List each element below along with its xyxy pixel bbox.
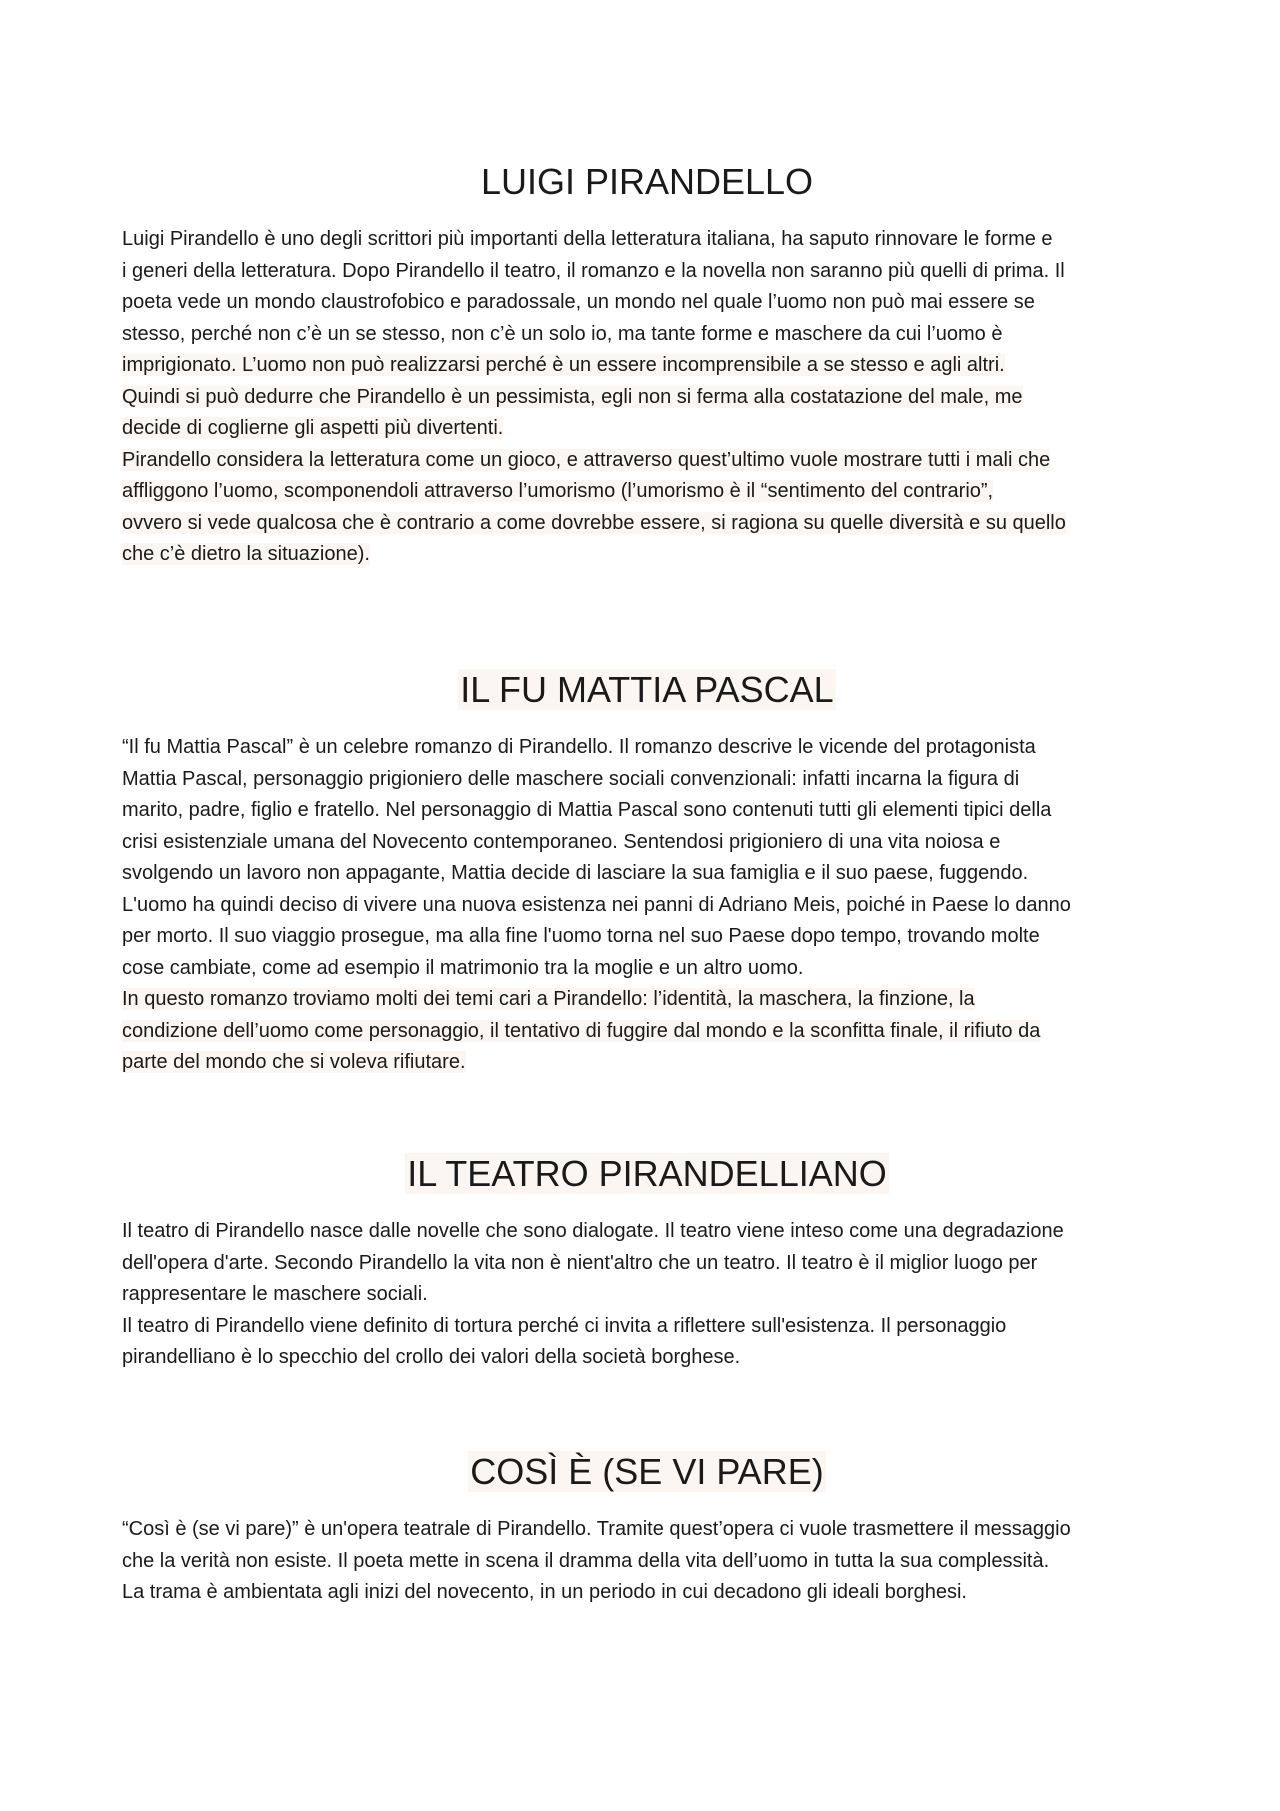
paragraph-line-text: che la verità non esiste. Il poeta mette in scena il dramma della vita dell’uomo in tutta la sua complessità.	[122, 1549, 1050, 1572]
paragraph-line	[122, 1514, 1172, 1546]
paragraph-line-text: “Il fu Mattia Pascal” è un celebre romanzo di Pirandello. Il romanzo descrive le vicende del protagonista	[122, 736, 1036, 758]
paragraph-line-text: Luigi Pirandello è uno degli scrittori più importanti della letteratura italiana, ha saputo rinnovare le forme e	[122, 228, 1053, 250]
paragraph-line-text: Quindi si può dedurre che Pirandello è un pessimista, egli non si ferma alla costatazione del male, me	[122, 385, 1023, 408]
paragraph-line-text: i generi della letteratura. Dopo Pirandello il teatro, il romanzo e la novella non saranno più quelli di prima. Il	[122, 259, 1065, 282]
paragraph-line-text: poeta vede un mondo claustrofobico e paradossale, un mondo nel quale l’uomo non può mai essere se	[122, 291, 1035, 313]
paragraph-line	[122, 921, 1172, 953]
paragraph-line	[122, 1342, 1172, 1374]
paragraph-line	[122, 539, 1172, 571]
paragraph-line	[122, 1047, 1172, 1079]
paragraph-line-text: svolgendo un lavoro non appagante, Mattia decide di lasciare la sua famiglia e il suo paese, fuggendo.	[122, 862, 1029, 884]
paragraph-line	[122, 764, 1172, 796]
paragraph-line-text: La trama è ambientata agli inizi del novecento, in un periodo in cui decadono gli ideali borghesi.	[122, 1581, 967, 1603]
paragraph-line	[122, 827, 1172, 859]
section-luigi-pirandello	[122, 160, 1172, 571]
paragraph-line	[122, 1311, 1172, 1343]
paragraph-line	[122, 795, 1172, 827]
paragraph-line-text: L'uomo ha quindi deciso di vivere una nuova esistenza nei panni di Adriano Meis, poiché in Paese lo danno	[122, 893, 1071, 916]
paragraph-line-text: imprigionato. L’uomo non può realizzarsi perché è un essere incomprensibile a se stesso e agli altri.	[122, 354, 1005, 376]
paragraph-line	[122, 858, 1172, 890]
section-cosi-e-se-vi-pare	[122, 1450, 1172, 1609]
section-body	[122, 1514, 1172, 1609]
paragraph-line-text: “Così è (se vi pare)” è un'opera teatrale di Pirandello. Tramite quest’opera ci vuole trasmettere il messaggio	[122, 1518, 1071, 1540]
paragraph-line	[122, 224, 1172, 256]
paragraph-line-text: Pirandello considera la letteratura come un gioco, e attraverso quest’ultimo vuole mostrare tutti i mali che	[122, 448, 1051, 471]
paragraph-line-text: pirandelliano è lo specchio del crollo dei valori della società borghese.	[122, 1346, 741, 1368]
paragraph-line	[122, 287, 1172, 319]
paragraph-line-text: Il teatro di Pirandello viene definito di tortura perché ci invita a riflettere sull'esistenza. Il personaggio	[122, 1314, 1007, 1337]
paragraph-line	[122, 508, 1172, 540]
paragraph-line-text: condizione dell’uomo come personaggio, il tentativo di fuggire dal mondo e la sconfitta finale, il rifiuto da	[122, 1019, 1041, 1042]
paragraph-line	[122, 1248, 1172, 1280]
paragraph-line	[122, 1216, 1172, 1248]
paragraph-line	[122, 445, 1172, 477]
paragraph-line	[122, 1279, 1172, 1311]
section-body	[122, 732, 1172, 1079]
section-body	[122, 1216, 1172, 1374]
section-body	[122, 224, 1172, 571]
paragraph-line-text: per morto. Il suo viaggio prosegue, ma alla fine l'uomo torna nel suo Paese dopo tempo, trovando molte	[122, 925, 1040, 947]
paragraph-line-text: decide di coglierne gli aspetti più divertenti.	[122, 417, 504, 439]
section-title	[122, 160, 1172, 204]
section-title-text: IL TEATRO PIRANDELLIANO	[407, 1153, 887, 1194]
section-title	[122, 668, 1172, 712]
paragraph-line-text: cose cambiate, come ad esempio il matrimonio tra la moglie e un altro uomo.	[122, 956, 804, 979]
paragraph-line	[122, 953, 1172, 985]
paragraph-line	[122, 1577, 1172, 1609]
paragraph-line	[122, 256, 1172, 288]
paragraph-line	[122, 413, 1172, 445]
paragraph-line-text: stesso, perché non c’è un se stesso, non c’è un solo io, ma tante forme e maschere da cui l’uomo è	[122, 322, 1003, 345]
paragraph-line-text: Mattia Pascal, personaggio prigioniero delle maschere sociali convenzionali: infatti incarna la figura di	[122, 767, 1020, 790]
paragraph-line-text: affliggono l’uomo, scomponendoli attraverso l’umorismo (l’umorismo è il “sentimento del contrario”,	[122, 480, 994, 502]
paragraph-line	[122, 984, 1172, 1016]
paragraph-line-text: parte del mondo che si voleva rifiutare.	[122, 1051, 466, 1073]
paragraph-line	[122, 732, 1172, 764]
paragraph-line	[122, 350, 1172, 382]
paragraph-line-text: Il teatro di Pirandello nasce dalle novelle che sono dialogate. Il teatro viene inteso come una degradazione	[122, 1220, 1064, 1242]
section-title-text: LUIGI PIRANDELLO	[480, 161, 814, 202]
paragraph-line-text: rappresentare le maschere sociali.	[122, 1283, 428, 1305]
section-title-text: COSÌ È (SE VI PARE)	[470, 1451, 824, 1492]
paragraph-line	[122, 1546, 1172, 1578]
paragraph-line	[122, 1016, 1172, 1048]
paragraph-line-text: ovvero si vede qualcosa che è contrario a come dovrebbe essere, si ragiona su quelle diversità e su quello	[122, 511, 1066, 534]
paragraph-line-text: dell'opera d'arte. Secondo Pirandello la vita non è nient'altro che un teatro. Il teatro è il miglior luogo per	[122, 1251, 1038, 1274]
paragraph-line	[122, 476, 1172, 508]
paragraph-line-text: che c’è dietro la situazione).	[122, 543, 370, 565]
section-title-text: IL FU MATTIA PASCAL	[460, 669, 834, 710]
paragraph-line	[122, 319, 1172, 351]
paragraph-line	[122, 890, 1172, 922]
paragraph-line-text: crisi esistenziale umana del Novecento contemporaneo. Sentendosi prigioniero di una vita noiosa e	[122, 830, 1001, 853]
paragraph-line	[122, 382, 1172, 414]
paragraph-line-text: In questo romanzo troviamo molti dei temi cari a Pirandello: l’identità, la maschera, la finzione, la	[122, 988, 975, 1010]
section-il-teatro-pirandelliano	[122, 1152, 1172, 1374]
section-title	[122, 1450, 1172, 1494]
section-il-fu-mattia-pascal	[122, 668, 1172, 1079]
paragraph-line-text: marito, padre, figlio e fratello. Nel personaggio di Mattia Pascal sono contenuti tutti gli elementi tipici della	[122, 799, 1052, 821]
section-title	[122, 1152, 1172, 1196]
